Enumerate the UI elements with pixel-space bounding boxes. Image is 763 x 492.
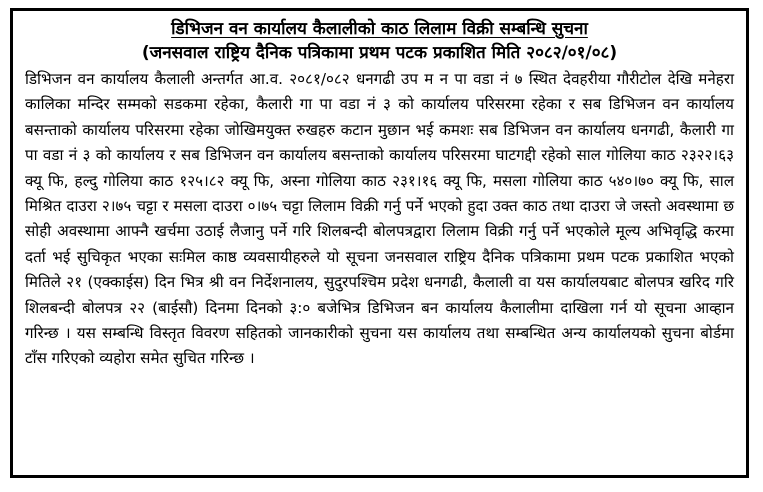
notice-title: डिभिजन वन कार्यालय कैलालीको काठ लिलाम विक्री सम्बन्धि सुचना [171, 19, 588, 39]
notice-subtitle: (जनसवाल राष्ट्रिय दैनिक पत्रिकामा प्रथम पटक प्रकाशित मिति २०८२/०१/०८) [141, 43, 618, 63]
notice-body: डिभिजन वन कार्यालय कैलाली अन्तर्गत आ.व. २०८१/०८२ धनगढी उप म न पा वडा नं ७ स्थित देवहरीया गौरीटोल देखि मनेहरा कालिका मन्दिर सम्मको सडकमा रहेका, कैलारी गा पा वडा नं ३ को कार्यालय परिसरमा रहेका र सब डिभिजन वन कार्यालय बसन्ताको कार्यालय परिसरमा रहेका जोखिमयुक्त रुखहरु कटान मुछान भई कमशः सब डिभिजन वन कार्यालय धनगढी, कैलारी गा पा वडा नं ३ को कार्यालय र सब डिभिजन वन कार्यालय बसन्ताको कार्यालय परिसरमा घाटगद्दी रहेको साल गोलिया काठ २३२२।६३ क्यू फि, हल्दु गोलिया काठ १२५।८२ क्यू फि, अस्ना गोलिया काठ २३१।१६ क्यू फि, मसला गोलिया काठ ५४०।७० क्यू फि, साल मिश्रित दाउरा २।७५ चट्टा र मसला दाउरा ०।७५ चट्टा लिलाम विक्री गर्नु पर्ने भएको हुदा उक्त काठ तथा दाउरा जे जस्तो अवस्थामा छ सोही अवस्थामा आफ्नै खर्चमा उठाई लैजानु पर्ने गरि शिलबन्दी बोलपत्रद्वारा लिलाम विक्री गर्नु पर्ने भएकोले मूल्य अभिवृद्धि करमा दर्ता भई सुचिकृत भएका सःमिल काष्ठ व्यवसायीहरुले यो सूचना जनसवाल राष्ट्रिय दैनिक पत्रिकामा प्रथम पटक प्रकाशित भएको मितिले २१ (एक्काईस) दिन भित्र श्री वन निर्देशनालय, सुदुरपश्चिम प्रदेश धनगढी, कैलाली वा यस कार्यालयबाट बोलपत्र खरिद गरि शिलबन्दी बोलपत्र २२ (बाईसौ) दिनमा दिनको ३:० बजेभित्र डिभिजन बन कार्यालय कैलालीमा दाखिला गर्न यो सूचना आव्हान गरिन्छ । यस सम्बन्धि विस्तृत विवरण सहितको जानकारीको सुचना यस कार्यालय तथा सम्बन्धित अन्य कार्यालयको सुचना बोर्डमा टाँस गरिएको व्यहोरा समेत सुचित गरिन्छ । [25, 70, 734, 368]
notice-box [10, 8, 749, 478]
